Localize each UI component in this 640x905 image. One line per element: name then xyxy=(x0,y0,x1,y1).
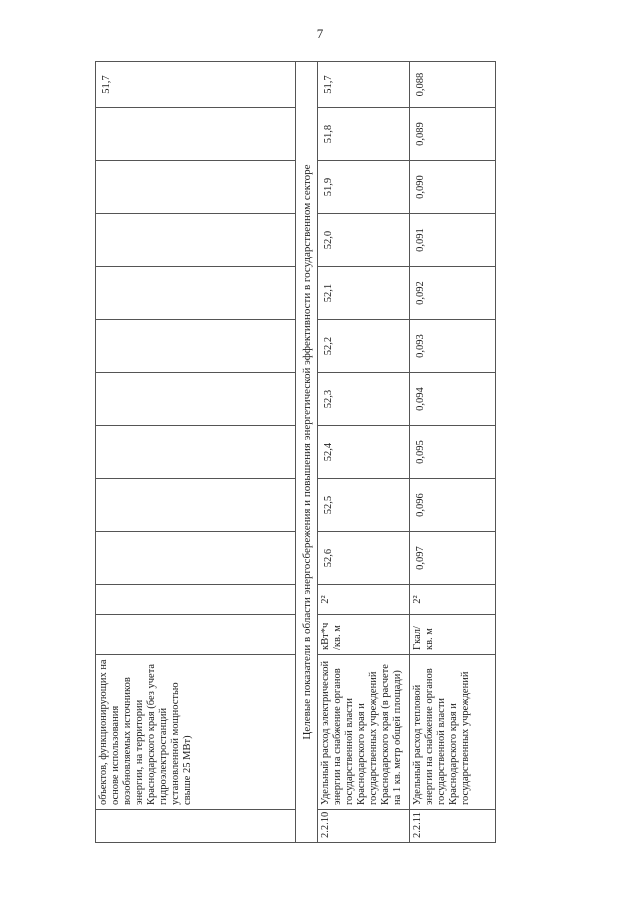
cell-value: 0,089 xyxy=(410,108,496,161)
cell-value: 0,093 xyxy=(410,320,496,373)
cell-value-empty xyxy=(96,108,296,161)
rotated-table-container xyxy=(95,72,495,843)
cell-unit: кВт*ч /кв. м xyxy=(318,615,410,655)
cell-value: 0,095 xyxy=(410,426,496,479)
table-row xyxy=(410,62,496,843)
cell-value: 0,094 xyxy=(410,373,496,426)
cell-value-empty xyxy=(96,214,296,267)
cell-value: 52,5 xyxy=(318,479,410,532)
cell-value: 0,097 xyxy=(410,532,496,585)
cell-value: 51,8 xyxy=(318,108,410,161)
table-row xyxy=(318,62,410,843)
cell-status-empty xyxy=(96,585,296,615)
section-header-row xyxy=(296,62,318,843)
cell-value: 0,092 xyxy=(410,267,496,320)
cell-unit-empty xyxy=(96,615,296,655)
cell-num-empty xyxy=(96,810,296,843)
cell-value: 51,7 xyxy=(96,62,296,108)
page-number: 7 xyxy=(316,26,324,41)
cell-value: 52,4 xyxy=(318,426,410,479)
cell-value-empty xyxy=(96,532,296,585)
cell-status: 2² xyxy=(318,585,410,615)
indicators-table xyxy=(95,61,496,843)
cell-indicator-name: объектов, функционирующих на основе использования возобновляемых источников энергии, на территории Краснодарского края (без учета гидроэлектростанций установленной мощностью свыше 25 МВт) xyxy=(96,655,296,810)
cell-value-empty xyxy=(96,320,296,373)
cell-indicator-name: Удельный расход электрической энергии на снабжение органов государственной власти Краснодарского края и государственных учреждений Краснодарского края (в расчете на 1 кв. метр общей площади) xyxy=(318,655,410,810)
cell-value-empty xyxy=(96,373,296,426)
cell-value: 52,1 xyxy=(318,267,410,320)
cell-value-empty xyxy=(96,426,296,479)
cell-status: 2² xyxy=(410,585,496,615)
cell-value-empty xyxy=(96,161,296,214)
cell-value: 0,096 xyxy=(410,479,496,532)
cell-value: 52,0 xyxy=(318,214,410,267)
cell-value: 0,088 xyxy=(410,62,496,108)
cell-unit: Гкал/ кв. м xyxy=(410,615,496,655)
cell-value-empty xyxy=(96,267,296,320)
cell-value: 52,2 xyxy=(318,320,410,373)
cell-value: 0,090 xyxy=(410,161,496,214)
section-title: Целевые показатели в области энергосбережения и повышения энергетической эффективности в государственном секторе xyxy=(296,62,318,843)
table-row-continuation xyxy=(96,62,296,843)
cell-row-number: 2.2.11 xyxy=(410,810,496,843)
cell-row-number: 2.2.10 xyxy=(318,810,410,843)
cell-indicator-name: Удельный расход тепловой энергии на снабжение органов государственной власти Краснодарского края и государственных учреждений xyxy=(410,655,496,810)
cell-value-empty xyxy=(96,479,296,532)
cell-value: 51,7 xyxy=(318,62,410,108)
cell-value: 51,9 xyxy=(318,161,410,214)
cell-value: 0,091 xyxy=(410,214,496,267)
cell-value: 52,6 xyxy=(318,532,410,585)
cell-value: 52,3 xyxy=(318,373,410,426)
